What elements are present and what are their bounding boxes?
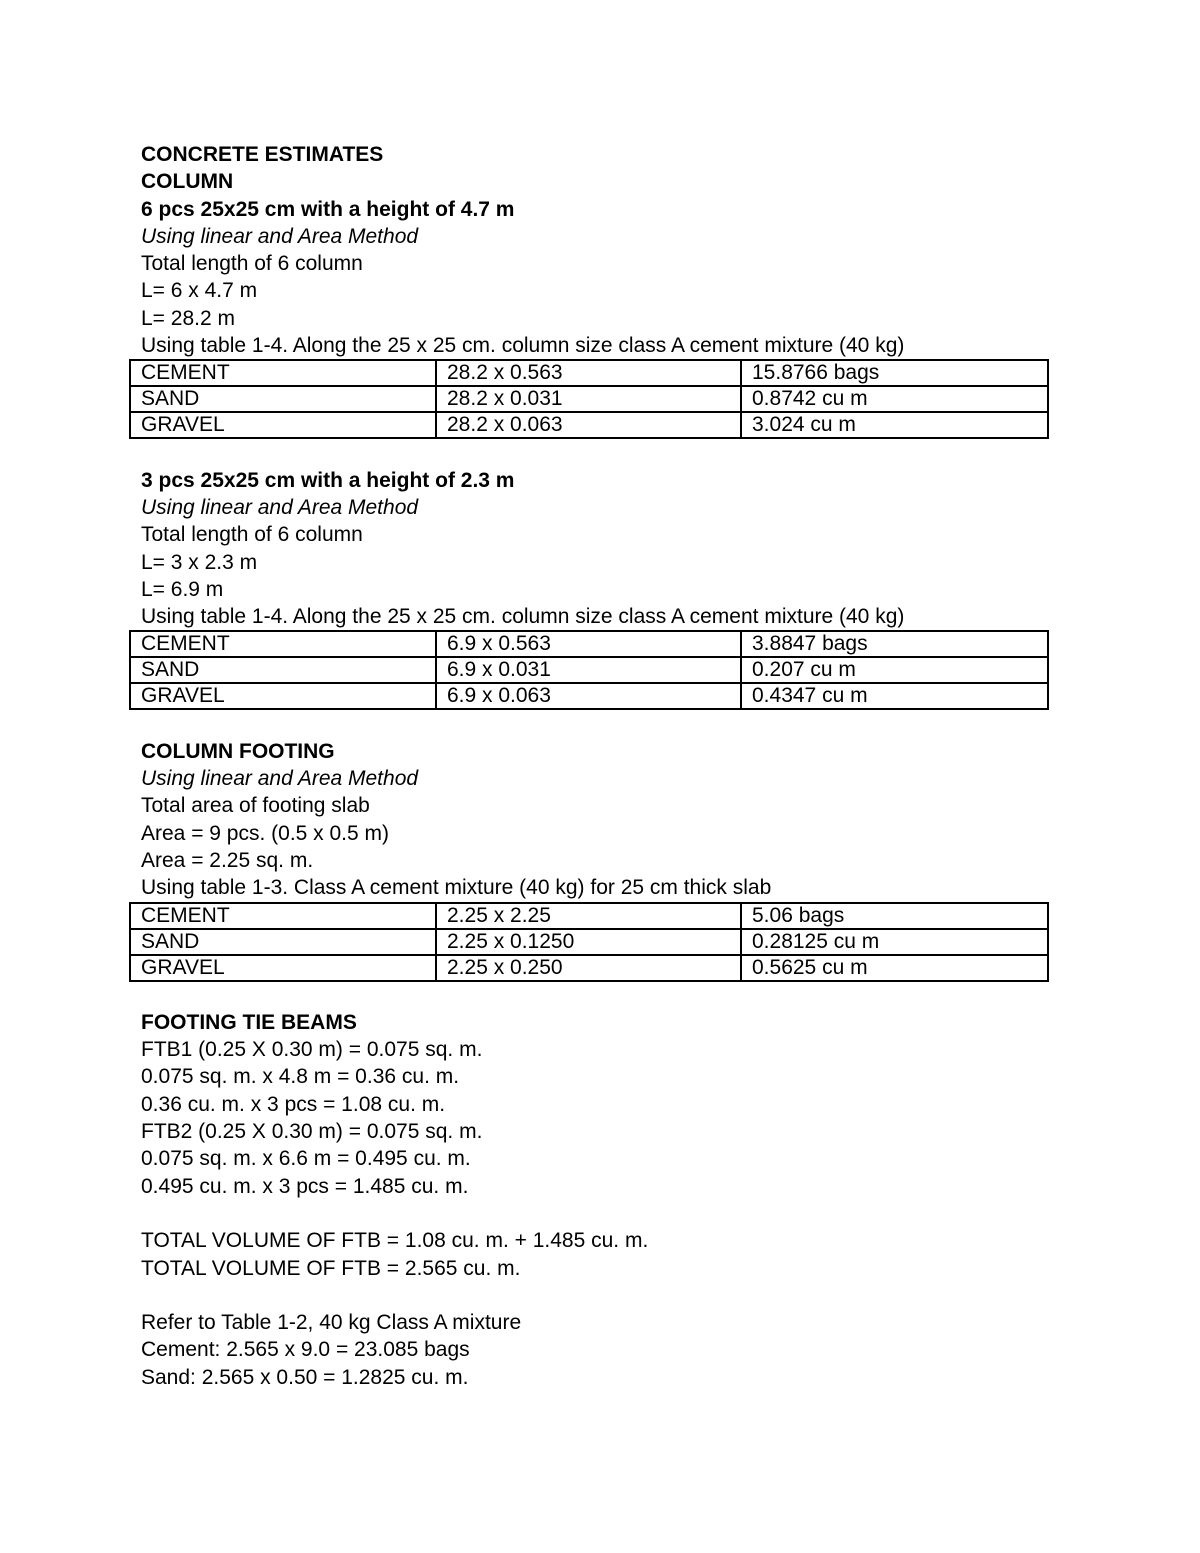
table-cell: SAND [130, 929, 436, 955]
table-cell: 6.9 x 0.063 [436, 683, 741, 709]
table-cell: 3.024 cu m [741, 412, 1048, 438]
column-group1-line: L= 28.2 m [141, 306, 235, 330]
tie-beams-line: FTB2 (0.25 X 0.30 m) = 0.075 sq. m. [141, 1120, 483, 1144]
table-cell: 0.207 cu m [741, 657, 1048, 683]
column-group2-method: Using linear and Area Method [141, 495, 419, 519]
column-group2-materials-table [129, 630, 1049, 710]
footing-heading: COLUMN FOOTING [141, 739, 335, 763]
table-cell: GRAVEL [130, 955, 436, 981]
table-cell: 28.2 x 0.063 [436, 412, 741, 438]
table-row [130, 955, 1048, 981]
tie-beams-line: 0.075 sq. m. x 4.8 m = 0.36 cu. m. [141, 1065, 460, 1089]
column-group1-line: L= 6 x 4.7 m [141, 279, 258, 303]
table-cell: 15.8766 bags [741, 360, 1048, 386]
tie-beams-refer-line: Cement: 2.565 x 9.0 = 23.085 bags [141, 1338, 470, 1362]
footing-line: Using table 1-3. Class A cement mixture (40 kg) for 25 cm thick slab [141, 876, 772, 900]
table-cell: 0.8742 cu m [741, 386, 1048, 412]
footing-line: Area = 2.25 sq. m. [141, 848, 314, 872]
table-cell: 0.4347 cu m [741, 683, 1048, 709]
column-heading: COLUMN [141, 170, 234, 194]
table-cell: 2.25 x 0.1250 [436, 929, 741, 955]
footing-method: Using linear and Area Method [141, 767, 419, 791]
table-row [130, 657, 1048, 683]
tie-beams-line: 0.495 cu. m. x 3 pcs = 1.485 cu. m. [141, 1174, 469, 1198]
table-cell: 0.5625 cu m [741, 955, 1048, 981]
spacer [141, 1200, 1047, 1227]
table-cell: 2.25 x 0.250 [436, 955, 741, 981]
table-cell: 3.8847 bags [741, 631, 1048, 657]
column-group2-line: L= 3 x 2.3 m [141, 550, 258, 574]
footing-materials-table [129, 902, 1049, 982]
table-cell: 5.06 bags [741, 903, 1048, 929]
table-cell: SAND [130, 386, 436, 412]
table-row [130, 683, 1048, 709]
column-group2-subheading: 3 pcs 25x25 cm with a height of 2.3 m [141, 468, 515, 492]
table-row [130, 631, 1048, 657]
table-cell: CEMENT [130, 631, 436, 657]
table-cell: CEMENT [130, 903, 436, 929]
table-row [130, 412, 1048, 438]
table-cell: 2.25 x 2.25 [436, 903, 741, 929]
table-cell: 0.28125 cu m [741, 929, 1048, 955]
column-group2-line: L= 6.9 m [141, 577, 224, 601]
table-cell: GRAVEL [130, 683, 436, 709]
table-row [130, 360, 1048, 386]
table-row [130, 386, 1048, 412]
table-cell: 6.9 x 0.563 [436, 631, 741, 657]
spacer [141, 439, 1047, 466]
tie-beams-line: 0.36 cu. m. x 3 pcs = 1.08 cu. m. [141, 1092, 446, 1116]
document-page [141, 141, 1047, 1391]
table-cell: 28.2 x 0.031 [436, 386, 741, 412]
table-row [130, 929, 1048, 955]
column-group1-subheading: 6 pcs 25x25 cm with a height of 4.7 m [141, 197, 515, 221]
table-cell: SAND [130, 657, 436, 683]
footing-line: Total area of footing slab [141, 794, 370, 818]
tie-beams-total-line: TOTAL VOLUME OF FTB = 1.08 cu. m. + 1.485 cu. m. [141, 1229, 649, 1253]
column-group1-method: Using linear and Area Method [141, 224, 419, 248]
column-group1-materials-table [129, 359, 1049, 439]
spacer [141, 982, 1047, 1009]
table-cell: 28.2 x 0.563 [436, 360, 741, 386]
spacer [141, 710, 1047, 737]
tie-beams-line: FTB1 (0.25 X 0.30 m) = 0.075 sq. m. [141, 1038, 483, 1062]
tie-beams-heading: FOOTING TIE BEAMS [141, 1010, 357, 1034]
table-cell: 6.9 x 0.031 [436, 657, 741, 683]
column-group1-line: Using table 1-4. Along the 25 x 25 cm. column size class A cement mixture (40 kg) [141, 334, 905, 358]
column-group2-line: Using table 1-4. Along the 25 x 25 cm. column size class A cement mixture (40 kg) [141, 605, 905, 629]
table-cell: CEMENT [130, 360, 436, 386]
tie-beams-total-line: TOTAL VOLUME OF FTB = 2.565 cu. m. [141, 1256, 521, 1280]
tie-beams-line: 0.075 sq. m. x 6.6 m = 0.495 cu. m. [141, 1147, 471, 1171]
column-group2-line: Total length of 6 column [141, 523, 363, 547]
column-group1-line: Total length of 6 column [141, 252, 363, 276]
spacer [141, 1282, 1047, 1309]
tie-beams-refer-line: Refer to Table 1-2, 40 kg Class A mixture [141, 1311, 522, 1335]
table-row [130, 903, 1048, 929]
document-title: CONCRETE ESTIMATES [141, 143, 384, 166]
tie-beams-refer-line: Sand: 2.565 x 0.50 = 1.2825 cu. m. [141, 1365, 469, 1389]
table-cell: GRAVEL [130, 412, 436, 438]
footing-line: Area = 9 pcs. (0.5 x 0.5 m) [141, 821, 390, 845]
